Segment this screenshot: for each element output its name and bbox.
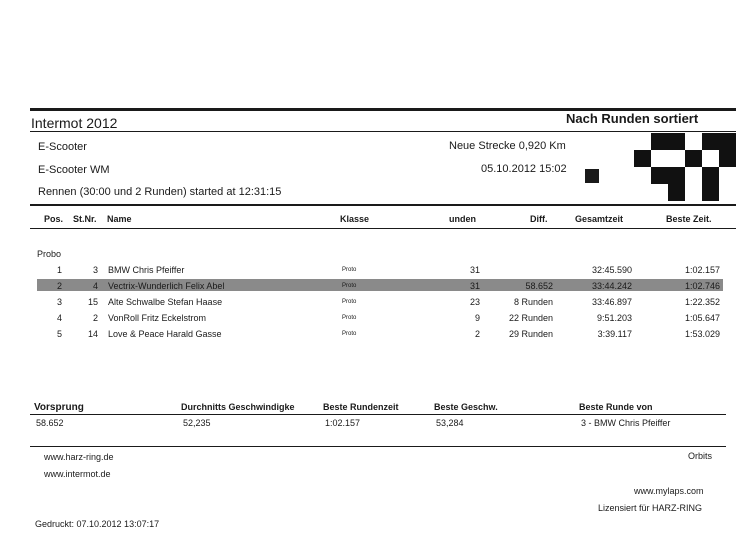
orbits-label: Orbits [688, 451, 713, 461]
row-number: 14 [87, 329, 98, 339]
summary-best-speed-header: Beste Geschw. [434, 402, 498, 412]
row-laps: 2 [474, 329, 480, 339]
class-line-1: E-Scooter [38, 141, 87, 153]
col-runden: unden [449, 214, 476, 224]
link-mylaps[interactable]: www.mylaps.com [634, 486, 704, 496]
row-best-time: 1:02.746 [684, 281, 720, 291]
link-intermot[interactable]: www.intermot.de [44, 469, 111, 479]
title-underline [30, 131, 736, 132]
row-laps: 31 [469, 265, 480, 275]
row-name: Love & Peace Harald Gasse [108, 329, 222, 339]
summary-avg-speed-header: Durchnitts Geschwindigke [181, 402, 295, 412]
race-info: Rennen (30:00 und 2 Runden) started at 12:31:15 [38, 186, 282, 198]
row-laps: 9 [474, 313, 480, 323]
checkered-flag-logo [634, 133, 736, 201]
summary-best-laptime-header: Beste Rundenzeit [323, 402, 399, 412]
row-diff: 22 Runden [508, 313, 553, 323]
row-name: Vectrix-Wunderlich Felix Abel [108, 281, 225, 291]
row-diff: 8 Runden [513, 297, 553, 307]
row-pos: 4 [56, 313, 62, 323]
summary-best-speed-value: 53,284 [436, 418, 464, 428]
sort-label: Nach Runden sortiert [566, 111, 699, 126]
summary-rule [30, 414, 726, 415]
row-class: Proto [342, 267, 357, 273]
row-number: 4 [92, 281, 98, 291]
row-best-time: 1:05.647 [684, 313, 720, 323]
row-class: Proto [342, 331, 357, 337]
license-text: Lizensiert für HARZ-RING [598, 503, 703, 513]
row-number: 2 [92, 313, 98, 323]
row-pos: 5 [56, 329, 62, 339]
row-total-time: 33:44.242 [591, 281, 632, 291]
row-pos: 3 [56, 297, 62, 307]
row-name: BMW Chris Pfeiffer [108, 265, 185, 275]
col-gesamtzeit: Gesamtzeit [575, 214, 624, 224]
date-square [585, 169, 599, 183]
row-laps: 23 [469, 297, 480, 307]
col-name: Name [107, 214, 132, 224]
group-label: Probo [37, 249, 62, 259]
row-class: Proto [342, 283, 357, 289]
summary-best-laptime-value: 1:02.157 [325, 418, 361, 428]
row-name: Alte Schwalbe Stefan Haase [108, 297, 223, 307]
row-total-time: 9:51.203 [596, 313, 632, 323]
track-info: Neue Strecke 0,920 Km [449, 140, 566, 152]
race-date: 05.10.2012 15:02 [481, 163, 567, 175]
summary-lead-header: Vorsprung [34, 402, 84, 413]
row-diff: 29 Runden [508, 329, 553, 339]
row-laps: 31 [469, 281, 480, 291]
link-harz-ring[interactable]: www.harz-ring.de [44, 452, 114, 462]
row-number: 3 [92, 265, 98, 275]
row-number: 15 [87, 297, 98, 307]
row-pos: 2 [56, 281, 62, 291]
row-class: Proto [342, 315, 357, 321]
row-name: VonRoll Fritz Eckelstrom [108, 313, 207, 323]
summary-avg-speed-value: 52,235 [183, 418, 211, 428]
col-diff: Diff. [530, 214, 548, 224]
col-stnr: St.Nr. [73, 214, 97, 224]
event-title: Intermot 2012 [31, 115, 118, 131]
row-class: Proto [342, 299, 357, 305]
row-best-time: 1:53.029 [684, 329, 720, 339]
summary-lead-value: 58.652 [36, 418, 64, 428]
row-total-time: 33:46.897 [591, 297, 632, 307]
row-best-time: 1:22.352 [684, 297, 720, 307]
row-pos: 1 [56, 265, 62, 275]
col-beste-zeit: Beste Zeit. [666, 214, 712, 224]
class-line-2: E-Scooter WM [38, 164, 110, 176]
row-best-time: 1:02.157 [684, 265, 720, 275]
columns-rule [30, 228, 736, 229]
row-total-time: 3:39.117 [597, 329, 632, 339]
col-pos: Pos. [44, 214, 64, 224]
footer-rule [30, 446, 726, 447]
summary-best-lap-by-value: 3 - BMW Chris Pfeiffer [581, 418, 671, 428]
col-klasse: Klasse [340, 214, 370, 224]
header-bottom-rule [30, 204, 736, 206]
row-total-time: 32:45.590 [591, 265, 632, 275]
printed-timestamp: Gedruckt: 07.10.2012 13:07:17 [35, 519, 160, 529]
row-diff: 58.652 [525, 281, 553, 291]
summary-best-lap-by-header: Beste Runde von [579, 402, 653, 412]
